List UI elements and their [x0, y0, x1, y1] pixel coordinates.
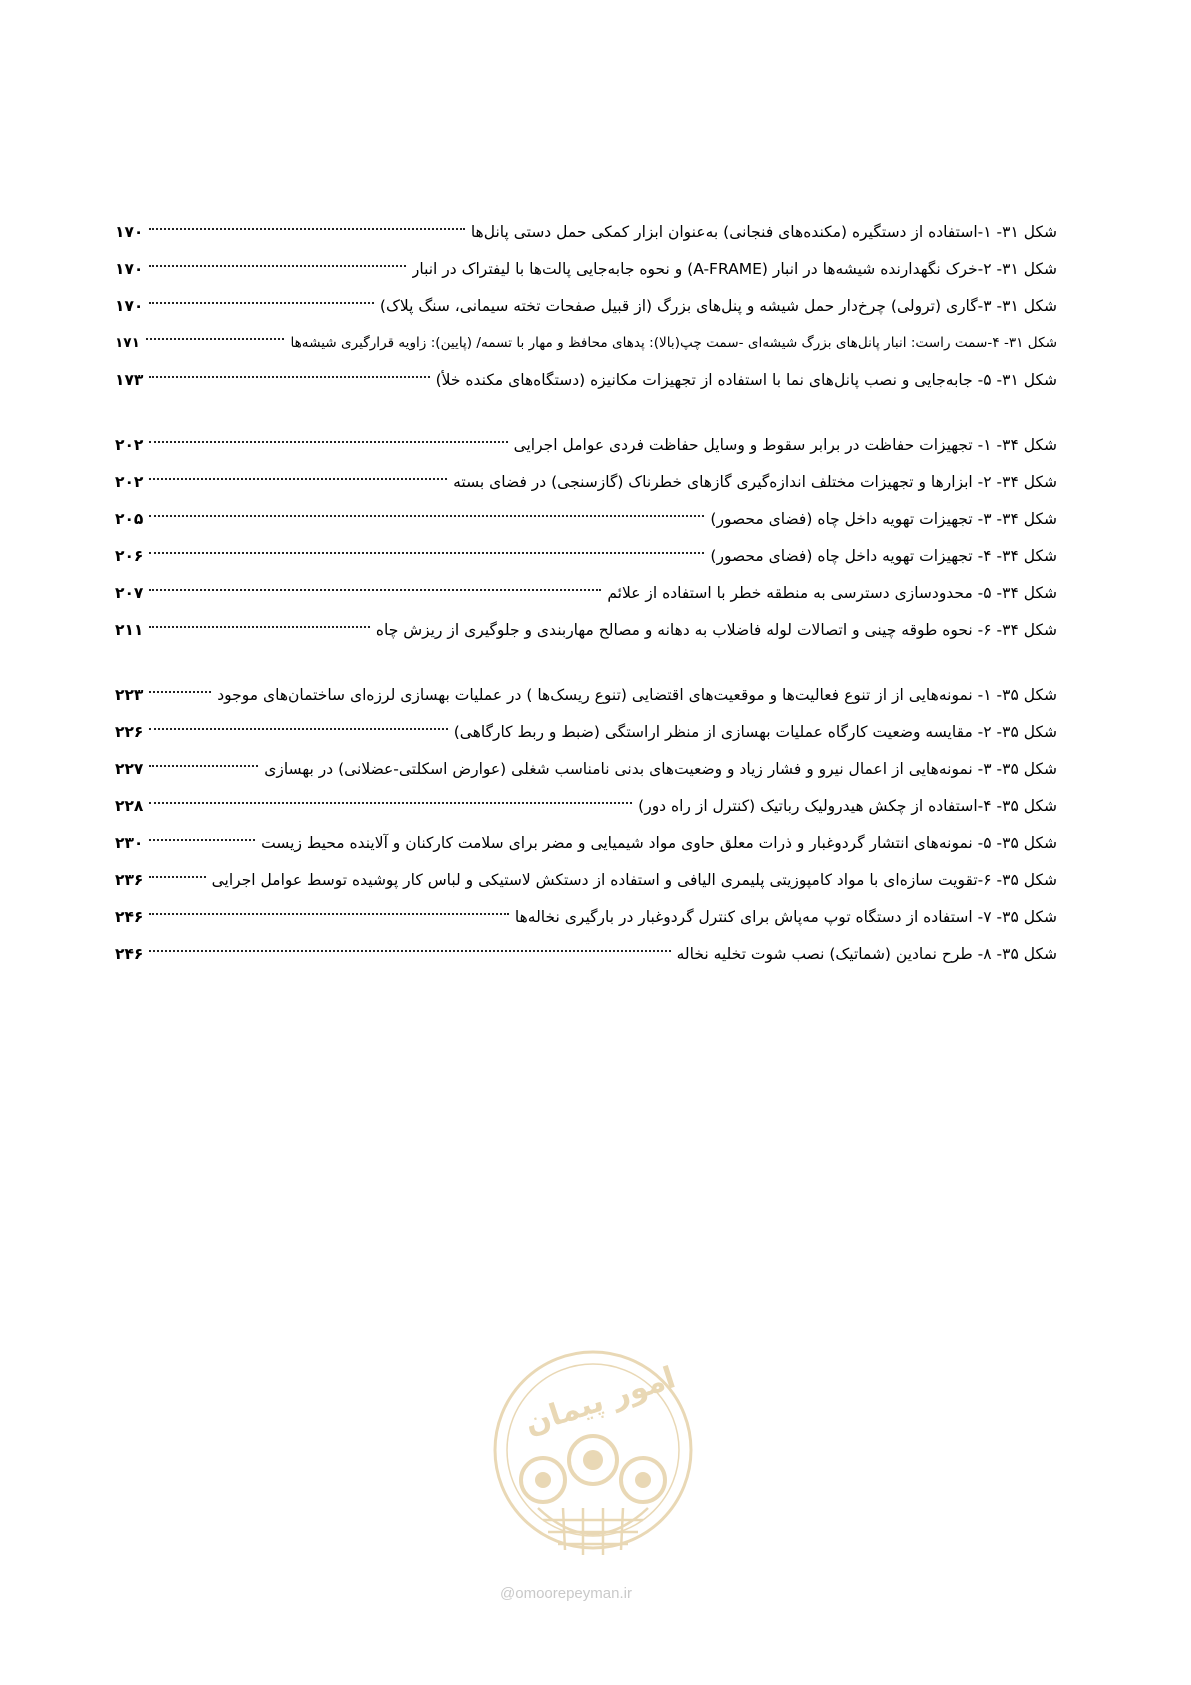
toc-entry-title: شکل ۳۱- ۱-استفاده از دستگیره (مکنده‌های فنجانی) به‌عنوان ابزار کمکی حمل دستی پانل‌ها	[470, 223, 1057, 241]
toc-entry[interactable]	[115, 862, 1057, 899]
toc-entry-title: شکل ۳۵- ۸- طرح نمادین (شماتیک) نصب شوت تخلیه نخاله	[676, 945, 1057, 963]
toc-entry[interactable]	[115, 538, 1057, 575]
toc-entry[interactable]	[115, 325, 1057, 362]
toc-group-35	[115, 677, 1057, 973]
dot-leader	[149, 228, 464, 230]
toc-entry[interactable]	[115, 612, 1057, 649]
toc-group-34	[115, 427, 1057, 649]
toc-entry[interactable]	[115, 899, 1057, 936]
toc-entry-page: ۱۷۱	[115, 335, 140, 351]
toc-entry-title: شکل ۳۱- ۳-گاری (ترولی) چرخ‌دار حمل شیشه و پنل‌های بزرگ (از قبیل صفحات تخته سیمانی، سنگ پلاک)	[379, 297, 1057, 315]
dot-leader	[149, 728, 447, 730]
toc-entry-page: ۲۳۰	[115, 834, 144, 852]
toc-entry-page: ۱۷۰	[115, 260, 144, 278]
dot-leader	[149, 302, 374, 304]
toc-entry-page: ۲۰۷	[115, 584, 144, 602]
toc-entry-title: شکل ۳۴- ۶- نحوه طوقه چینی و اتصالات لوله فاضلاب به دهانه و مصالح مهاربندی و جلوگیری از ریزش چاه	[375, 621, 1057, 639]
dot-leader	[149, 839, 255, 841]
toc-entry[interactable]	[115, 214, 1057, 251]
toc-entry[interactable]	[115, 362, 1057, 399]
toc-entry-title: شکل ۳۴- ۵- محدودسازی دسترسی به منطقه خطر با استفاده از علائم	[607, 584, 1057, 602]
toc-entry-title: شکل ۳۵- ۶-تقویت سازه‌ای با مواد کامپوزیتی پلیمری الیافی و استفاده از دستکش لاستیکی و لباس کار پوشیده توسط عوامل اجرایی	[211, 871, 1057, 889]
toc-entry-page: ۲۳۶	[115, 871, 144, 889]
toc-entry-page: ۲۰۲	[115, 436, 144, 454]
toc-entry[interactable]	[115, 825, 1057, 862]
toc-entry[interactable]	[115, 677, 1057, 714]
toc-entry-page: ۲۲۷	[115, 760, 144, 778]
dot-leader	[149, 265, 405, 267]
toc-entry-title: شکل ۳۱- ۵- جابه‌جایی و نصب پانل‌های نما با استفاده از تجهیزات مکانیزه (دستگاه‌های مکنده خلأ)	[435, 371, 1057, 389]
watermark-logo	[483, 1340, 703, 1585]
dot-leader	[149, 552, 704, 554]
toc-entry-title: شکل ۳۴- ۳- تجهیزات تهویه داخل چاه (فضای محصور)	[710, 510, 1057, 528]
toc-entry[interactable]	[115, 501, 1057, 538]
toc-entry[interactable]	[115, 288, 1057, 325]
toc-entry-page: ۲۰۶	[115, 547, 144, 565]
toc-entry[interactable]	[115, 714, 1057, 751]
toc-entry-title: شکل ۳۵- ۷- استفاده از دستگاه توپ مه‌پاش برای کنترل گردوغبار در بارگیری نخاله‌ها	[514, 908, 1057, 926]
toc-entry-page: ۲۲۶	[115, 723, 144, 741]
toc-entry-title: شکل ۳۴- ۴- تجهیزات تهویه داخل چاه (فضای محصور)	[710, 547, 1057, 565]
toc-entry-title: شکل ۳۵- ۵- نمونه‌های انتشار گردوغبار و ذرات معلق حاوی مواد شیمیایی و مضر برای سلامت کارکنان و آلاینده محیط زیست	[261, 834, 1057, 852]
dot-leader	[149, 950, 670, 952]
toc-entry-page: ۱۷۰	[115, 223, 144, 241]
toc-entry[interactable]	[115, 936, 1057, 973]
toc-entry[interactable]	[115, 751, 1057, 788]
toc-group-31	[115, 214, 1057, 399]
dot-leader	[149, 913, 508, 915]
toc-entry-title: شکل ۳۵- ۲- مقایسه وضعیت کارگاه عملیات بهسازی از منظر اراستگی (ضبط و ربط کارگاهی)	[453, 723, 1057, 741]
toc-entry-title: شکل ۳۴- ۱- تجهیزات حفاظت در برابر سقوط و وسایل حفاظت فردی عوامل اجرایی	[513, 436, 1057, 454]
toc-entry[interactable]	[115, 575, 1057, 612]
toc-entry-page: ۲۲۸	[115, 797, 144, 815]
toc-entry-title: شکل ۳۵- ۳- نمونه‌هایی از اعمال نیرو و فشار زیاد و وضعیت‌های بدنی نامناسب شغلی (عوارض اسکلتی-عضلانی) در بهسازی	[264, 760, 1057, 778]
toc-entry[interactable]	[115, 251, 1057, 288]
dot-leader	[149, 376, 429, 378]
toc-entry[interactable]	[115, 788, 1057, 825]
dot-leader	[149, 802, 632, 804]
dot-leader	[149, 691, 211, 693]
dot-leader	[149, 626, 369, 628]
dot-leader	[146, 338, 285, 340]
dot-leader	[149, 441, 507, 443]
toc-entry-title: شکل ۳۵- ۱- نمونه‌هایی از از تنوع فعالیت‌ها و موقعیت‌های اقتضایی (تنوع ریسک‌ها ) در عملیات بهسازی لرزه‌ای ساختمان‌های موجود	[217, 686, 1057, 704]
dot-leader	[149, 765, 258, 767]
toc-entry-title: شکل ۳۴- ۲- ابزارها و تجهیزات مختلف اندازه‌گیری گازهای خطرناک (گازسنجی) در فضای بسته	[453, 473, 1057, 491]
watermark-logo-text: امور پیمان	[520, 1360, 680, 1442]
toc-entry-page: ۲۰۵	[115, 510, 144, 528]
figure-index	[115, 214, 1057, 1001]
dot-leader	[149, 876, 205, 878]
toc-entry-page: ۲۴۶	[115, 908, 144, 926]
dot-leader	[149, 478, 447, 480]
toc-entry-title: شکل ۳۱- ۴-سمت راست: انبار پانل‌های بزرگ شیشه‌ای -سمت چپ(بالا): پدهای محافظ و مهار با تسمه/ (پایین): زاویه قرارگیری شیشه‌ها	[290, 335, 1057, 351]
toc-entry[interactable]	[115, 464, 1057, 501]
watermark-url: @omoorepeyman.ir	[500, 1585, 632, 1602]
toc-entry-page: ۲۴۶	[115, 945, 144, 963]
toc-entry-title: شکل ۳۵- ۴-استفاده از چکش هیدرولیک رباتیک (کنترل از راه دور)	[638, 797, 1057, 815]
toc-entry-page: ۲۲۳	[115, 686, 144, 704]
toc-entry-page: ۱۷۳	[115, 371, 144, 389]
dot-leader	[149, 515, 704, 517]
toc-entry-page: ۲۰۲	[115, 473, 144, 491]
toc-entry-title: شکل ۳۱- ۲-خرک نگهدارنده شیشه‌ها در انبار (A-FRAME) و نحوه جابه‌جایی پالت‌ها با لیفتراک در انبار	[411, 260, 1057, 278]
toc-entry-page: ۱۷۰	[115, 297, 144, 315]
toc-entry-page: ۲۱۱	[115, 621, 144, 639]
toc-entry[interactable]	[115, 427, 1057, 464]
dot-leader	[149, 589, 601, 591]
